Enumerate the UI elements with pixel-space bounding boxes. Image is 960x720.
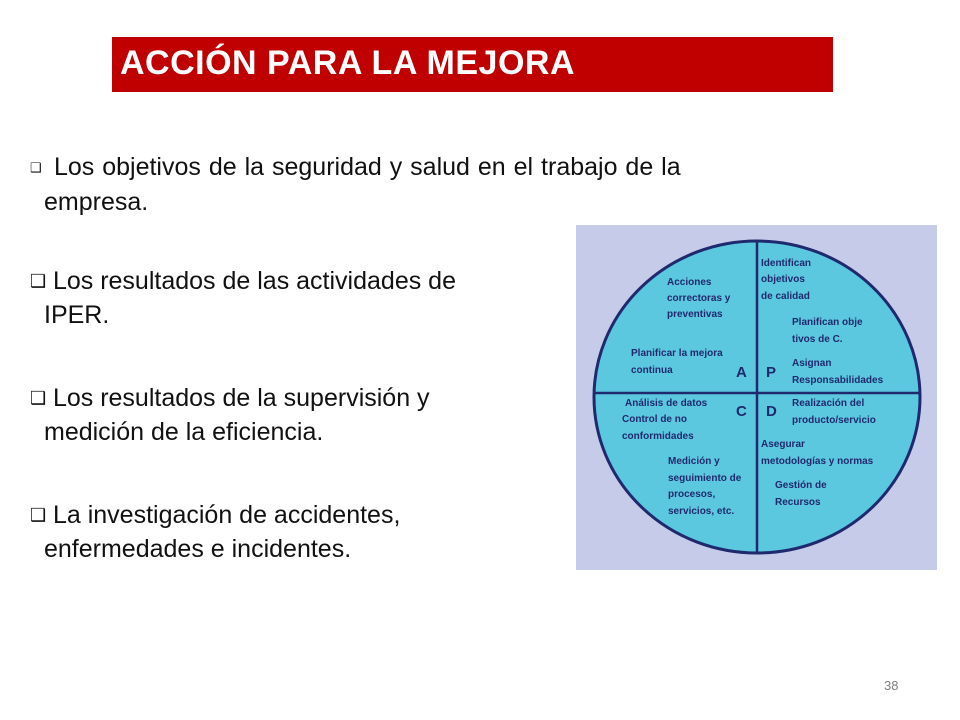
svg-text:correctoras y: correctoras y: [667, 293, 731, 304]
svg-text:Medición y: Medición y: [668, 456, 720, 467]
svg-text:Planificar la mejora: Planificar la mejora: [631, 348, 723, 359]
slide-title: ACCIÓN PARA LA MEJORA: [120, 44, 576, 82]
bullet-text-continued: enfermedades e incidentes.: [44, 535, 352, 563]
quadrant-letter-c: C: [736, 403, 747, 420]
bullet-item: [30, 264, 456, 332]
svg-text:preventivas: preventivas: [667, 309, 723, 320]
svg-text:servicios, etc.: servicios, etc.: [668, 506, 735, 517]
svg-text:Planifican obje: Planifican obje: [792, 317, 863, 328]
svg-text:Asegurar: Asegurar: [761, 439, 805, 450]
bullet-text: La investigación de accidentes,: [52, 501, 401, 529]
bullet-text: Los objetivos de la seguridad y salud en el trabajo de la: [53, 153, 681, 181]
title-banner: [112, 37, 833, 92]
bullet-item: [30, 150, 681, 219]
svg-text:producto/servicio: producto/servicio: [792, 415, 876, 426]
pdca-diagram: [576, 225, 937, 570]
svg-text:Identifican: Identifican: [761, 258, 812, 269]
svg-text:procesos,: procesos,: [668, 489, 716, 500]
svg-text:Gestión de: Gestión de: [775, 480, 827, 491]
bullet-text: Los resultados de la supervisión y: [52, 384, 430, 412]
svg-text:conformidades: conformidades: [622, 431, 694, 442]
bullet-text: Los resultados de las actividades de: [52, 267, 456, 295]
svg-text:objetivos: objetivos: [761, 274, 805, 285]
label-identifican: [761, 258, 811, 302]
bullet-item: [30, 498, 400, 566]
checkbox-bullet-icon: ❑: [30, 271, 47, 291]
svg-text:Realización del: Realización del: [792, 398, 865, 409]
quadrant-letter-d: D: [766, 403, 777, 420]
checkbox-bullet-icon: ❑: [30, 388, 47, 408]
checkbox-bullet-icon: ❑: [30, 160, 42, 175]
svg-text:continua: continua: [631, 365, 673, 376]
pdca-circle-svg: [576, 225, 937, 570]
svg-text:Análisis de datos: Análisis de datos: [625, 398, 708, 409]
bullet-text-continued: IPER.: [44, 301, 110, 329]
page-number: 38: [884, 678, 899, 693]
bullet-text-continued: empresa.: [44, 188, 149, 216]
quadrant-letter-p: P: [766, 364, 777, 381]
svg-text:Responsabilidades: Responsabilidades: [792, 375, 884, 386]
svg-text:Acciones: Acciones: [667, 277, 712, 288]
bullet-item: [30, 381, 430, 449]
svg-text:metodologías y normas: metodologías y normas: [761, 456, 874, 467]
checkbox-bullet-icon: ❑: [30, 505, 47, 525]
svg-text:Asignan: Asignan: [792, 358, 832, 369]
quadrant-letter-a: A: [736, 364, 747, 381]
bullet-text-continued: medición de la eficiencia.: [44, 418, 324, 446]
svg-text:tivos de C.: tivos de C.: [792, 334, 843, 345]
svg-text:Control de no: Control de no: [622, 414, 687, 425]
svg-text:Recursos: Recursos: [775, 497, 821, 508]
svg-text:seguimiento de: seguimiento de: [668, 473, 742, 484]
svg-text:de calidad: de calidad: [761, 291, 810, 302]
